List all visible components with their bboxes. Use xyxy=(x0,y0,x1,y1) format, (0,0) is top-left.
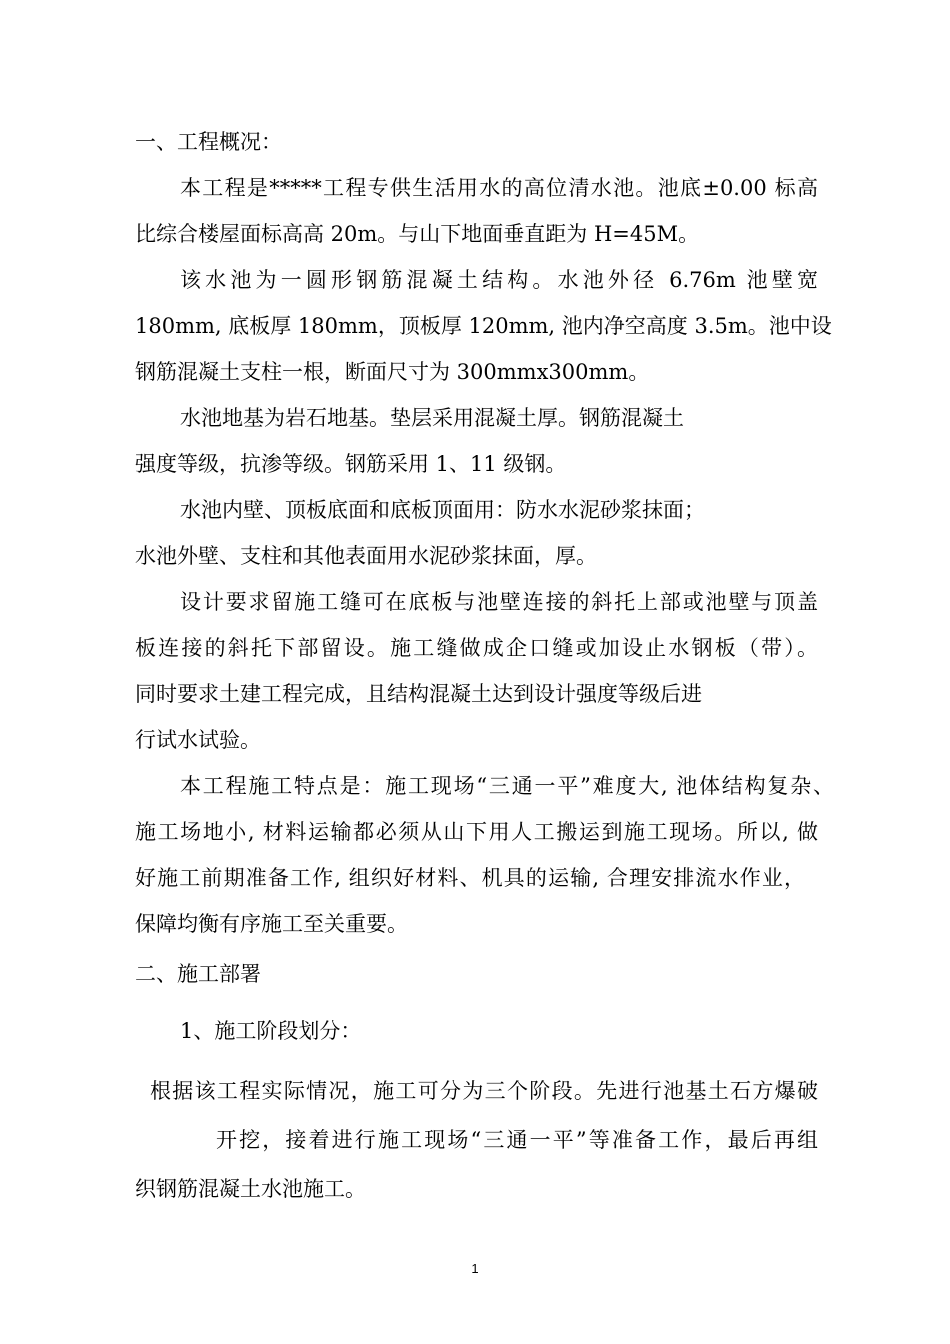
section-heading-1: 一、工程概况： xyxy=(135,130,282,154)
paragraph-line: 比综合楼屋面标高高 20m。与山下地面垂直距为 H=45M。 xyxy=(135,222,700,246)
paragraph-line: 水池地基为岩石地基。垫层采用混凝土厚。钢筋混凝土 xyxy=(180,406,684,430)
paragraph-line: 同时要求土建工程完成，且结构混凝土达到设计强度等级后进 xyxy=(135,682,702,706)
section-heading-2: 二、施工部署 xyxy=(135,962,261,986)
paragraph-line: 行试水试验。 xyxy=(135,728,261,752)
paragraph-line: 钢筋混凝土支柱一根，断面尺寸为 300mmx300mm。 xyxy=(135,360,650,384)
paragraph-line: 设计要求留施工缝可在底板与池壁连接的斜托上部或池壁与顶盖 xyxy=(180,590,818,614)
paragraph-line: 保障均衡有序施工至关重要。 xyxy=(135,912,408,936)
paragraph-line: 强度等级，抗渗等级。钢筋采用 1、11 级钢。 xyxy=(135,452,567,476)
paragraph-line: 根据该工程实际情况，施工可分为三个阶段。先进行池基土石方爆破 xyxy=(150,1079,818,1103)
paragraph-line: 织钢筋混凝土水池施工。 xyxy=(135,1177,366,1201)
paragraph-line: 开挖，接着进行施工现场“三通一平”等准备工作，最后再组 xyxy=(216,1128,818,1152)
paragraph-line: 180mm, 底板厚 180mm，顶板厚 120mm, 池内净空高度 3.5m。池中设 xyxy=(135,314,832,338)
subsection-heading: 1、施工阶段划分： xyxy=(180,1019,362,1043)
paragraph-line: 该水池为一圆形钢筋混凝土结构。水池外径 6.76m 池壁宽 xyxy=(180,268,818,292)
paragraph-line: 水池外壁、支柱和其他表面用水泥砂浆抹面，厚。 xyxy=(135,544,597,568)
paragraph-line: 施工场地小, 材料运输都必须从山下用人工搬运到施工现场。所以, 做 xyxy=(135,820,818,844)
paragraph-line: 板连接的斜托下部留设。施工缝做成企口缝或加设止水钢板（带）。 xyxy=(135,636,818,660)
paragraph-line: 水池内壁、顶板底面和底板顶面用：防水水泥砂浆抹面； xyxy=(180,498,705,522)
paragraph-line: 本工程施工特点是：施工现场“三通一平”难度大, 池体结构复杂、 xyxy=(180,774,834,798)
paragraph-line: 本工程是*****工程专供生活用水的高位清水池。池底±0.00 标高 xyxy=(180,176,818,200)
page-number: 1 xyxy=(471,1261,479,1276)
paragraph-line: 好施工前期准备工作, 组织好材料、机具的运输, 合理安排流水作业， xyxy=(135,866,805,890)
